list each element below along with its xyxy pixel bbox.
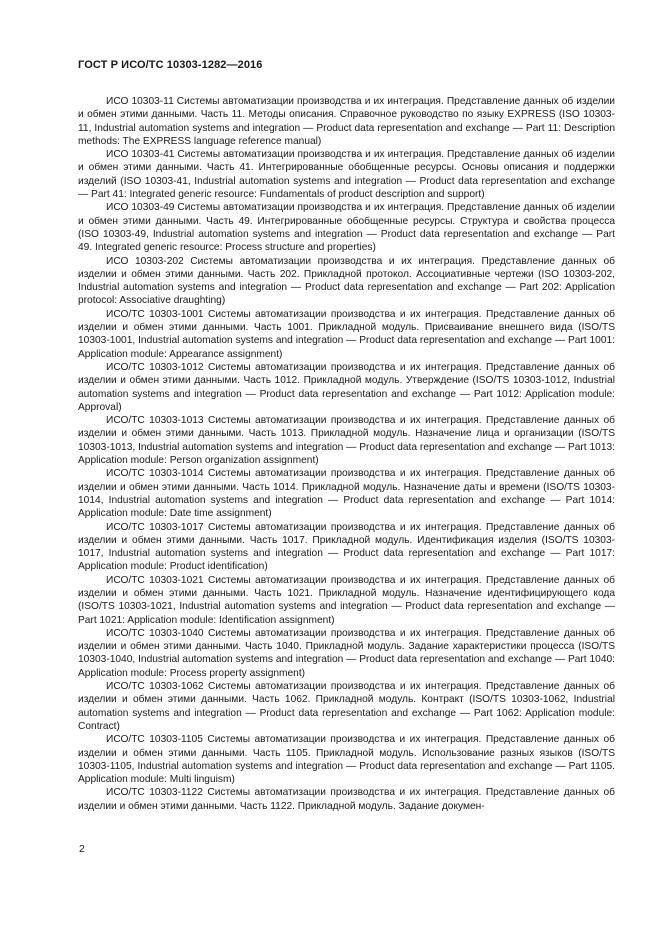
reference-iso-ts-10303-1001: ИСО/ТС 10303-1001 Системы автоматизации производства и их интеграция. Представление данных об изделии и обмен этими данными. Часть 1001. Прикладной модуль. Присваивание внешнего вида (ISO/TS 10303-1001, Industrial automation systems and integration — Product data representation and exchange — Part 1001: Application module: Appearance assignment) [78, 308, 615, 360]
document-header: ГОСТ Р ИСО/ТС 10303-1282—2016 [78, 59, 263, 71]
reference-iso-ts-10303-1017: ИСО/ТС 10303-1017 Системы автоматизации производства и их интеграция. Представление данных об изделии и обмен этими данными. Часть 1017. Прикладной модуль. Идентификация изделия (ISO/TS 10303-1017, Industrial automation systems and integration — Product data representation and exchange — Part 1017: Application module: Product identification) [78, 521, 615, 573]
reference-iso-ts-10303-1040: ИСО/ТС 10303-1040 Системы автоматизации производства и их интеграция. Представление данных об изделии и обмен этими данными. Часть 1040. Прикладной модуль. Задание характеристики процесса (ISO/TS 10303-1040, Industrial automation systems and integration — Product data representation and exchange — Part 1040: Application module: Process property assignment) [78, 627, 615, 679]
page-number: 2 [79, 843, 85, 855]
reference-iso-ts-10303-1062: ИСО/ТС 10303-1062 Системы автоматизации производства и их интеграция. Представление данных об изделии и обмен этими данными. Часть 1062. Прикладной модуль. Контракт (ISO/TS 10303-1062, Industrial automation systems and integration — Product data representation and exchange — Part 1062: Application module: Contract) [78, 681, 615, 732]
references-list [78, 95, 615, 813]
reference-iso-ts-10303-1105: ИСО/ТС 10303-1105 Системы автоматизации производства и их интеграция. Представление данных об изделии и обмен этими данными. Часть 1105. Прикладной модуль. Использование разных языков (ISO/TS 10303-1105, Industrial automation systems and integration — Product data representation and exchange — Part 1105. Application module: Multi linguism) [78, 734, 615, 786]
reference-iso-10303-41: ИСО 10303-41 Системы автоматизации производства и их интеграция. Представление данных об изделии и обмен этими данными. Часть 41. Интегрированные обобщенные ресурсы. Основы описания и поддержки изделий (ISO 10303-41, Industrial automation systems and integration — Product data representation and exchange — Part 41: Integrated generic resource: Fundamentals of product description and support) [78, 149, 615, 201]
reference-iso-10303-49: ИСО 10303-49 Системы автоматизации производства и их интеграция. Представление данных об изделии и обмен этими данными. Часть 49. Интегрированные обобщенные ресурсы. Структура и свойства процесса (ISO 10303-49, Industrial automation systems and integration — Product data representation and exchange — Part 49. Integrated generic resource: Process structure and properties) [78, 202, 615, 254]
reference-iso-ts-10303-1013: ИСО/ТС 10303-1013 Системы автоматизации производства и их интеграция. Представление данных об изделии и обмен этими данными. Часть 1013. Прикладной модуль. Назначение лица и организации (ISO/TS 10303-1013, Industrial automation systems and integration — Product data representation and exchange — Part 1013: Application module: Person organization assignment) [78, 415, 615, 467]
reference-iso-10303-202: ИСО 10303-202 Системы автоматизации производства и их интеграция. Представление данных об изделии и обмен этими данными. Часть 202. Прикладной протокол. Ассоциативные чертежи (ISO 10303-202, Industrial automation systems and integration — Product data representation and exchange — Part 202: Application protocol: Associative draughting) [78, 255, 615, 307]
reference-iso-ts-10303-1122: ИСО/ТС 10303-1122 Системы автоматизации производства и их интеграция. Представление данных об изделии и обмен этими данными. Часть 1122. Прикладной модуль. Задание докумен- [78, 787, 615, 812]
reference-iso-ts-10303-1021: ИСО/ТС 10303-1021 Системы автоматизации производства и их интеграция. Представление данных об изделии и обмен этими данными. Часть 1021. Прикладной модуль. Назначение идентифицирующего кода (ISO/TS 10303-1021, Industrial automation systems and integration — Product data representation and exchange — Part 1021: Application module: Identification assignment) [78, 574, 615, 626]
reference-iso-10303-11: ИСО 10303-11 Системы автоматизации производства и их интеграция. Представление данных об изделии и обмен этими данными. Часть 11. Методы описания. Справочное руководство по языку EXPRESS (ISO 10303-11, Industrial automation systems and integration — Product data representation and exchange — Part 11: Description methods: The EXPRESS language reference manual) [78, 96, 615, 147]
reference-iso-ts-10303-1014: ИСО/ТС 10303-1014 Системы автоматизации производства и их интеграция. Представление данных об изделии и обмен этими данными. Часть 1014. Прикладной модуль. Назначение даты и времени (ISO/TS 10303-1014, Industrial automation systems and integration — Product data representation and exchange — Part 1014: Application module: Date time assignment) [78, 468, 615, 520]
reference-iso-ts-10303-1012: ИСО/ТС 10303-1012 Системы автоматизации производства и их интеграция. Представление данных об изделии и обмен этими данными. Часть 1012. Прикладной модуль. Утверждение (ISO/TS 10303-1012, Industrial automation systems and integration — Product data representation and exchange — Part 1012: Application module: Approval) [78, 361, 615, 413]
